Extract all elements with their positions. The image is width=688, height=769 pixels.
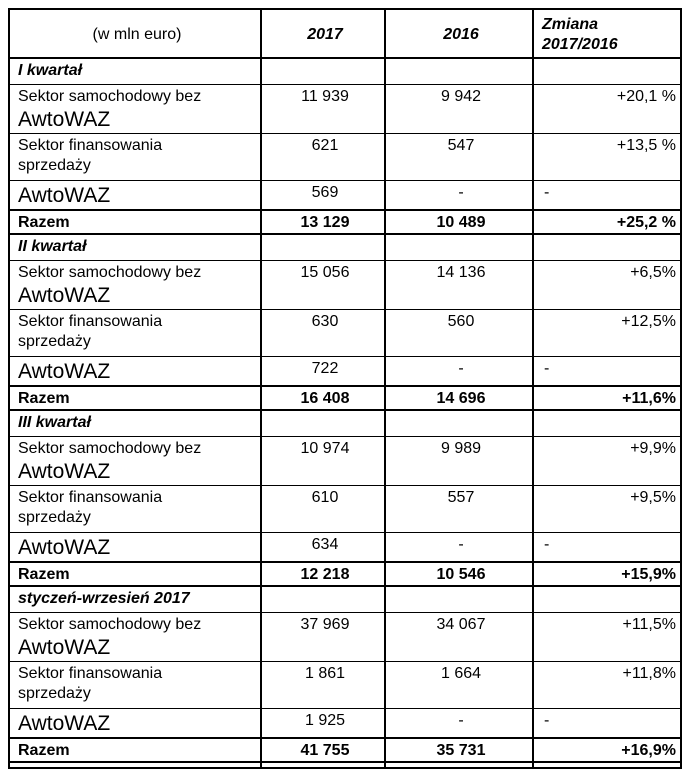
row-label: Sektor samochodowy bez AwtoWAZ — [9, 260, 261, 309]
change-header-line1: Zmiana — [542, 15, 599, 33]
value-2016: 1 664 — [385, 661, 533, 708]
total-label: Razem — [9, 210, 261, 234]
total-2017: 41 755 — [261, 738, 385, 762]
total-2016: 10 546 — [385, 562, 533, 586]
empty-cell — [533, 762, 681, 768]
value-2016: 9 942 — [385, 84, 533, 133]
total-2016: 14 696 — [385, 386, 533, 410]
total-change: +25,2 % — [533, 210, 681, 234]
value-2017: 11 939 — [261, 84, 385, 133]
total-2016: 35 731 — [385, 738, 533, 762]
bottom-filler-row — [9, 762, 681, 768]
row-label: Sektor samochodowy bez AwtoWAZ — [9, 612, 261, 661]
total-change: +15,9% — [533, 562, 681, 586]
section-header-row-ytd — [9, 586, 681, 612]
value-2016: - — [385, 180, 533, 210]
value-2017: 610 — [261, 485, 385, 532]
table-row-financing — [9, 309, 681, 356]
empty-cell — [385, 586, 533, 612]
table-row-financing — [9, 661, 681, 708]
section-title: styczeń-wrzesień 2017 — [9, 586, 261, 612]
total-change: +11,6% — [533, 386, 681, 410]
empty-cell — [385, 762, 533, 768]
value-2017: 37 969 — [261, 612, 385, 661]
row-label: Sektor finansowania sprzedaży — [9, 661, 261, 708]
empty-cell — [533, 586, 681, 612]
value-2017: 10 974 — [261, 436, 385, 485]
total-row-q1 — [9, 210, 681, 234]
total-2017: 16 408 — [261, 386, 385, 410]
change-header-line2: 2017/2016 — [542, 35, 618, 53]
value-2016: - — [385, 708, 533, 738]
row-label: AwtoWAZ — [9, 708, 261, 738]
row-label: AwtoWAZ — [9, 180, 261, 210]
section-title: II kwartał — [9, 234, 261, 260]
value-2017: 634 — [261, 532, 385, 562]
row-label: Sektor samochodowy bez AwtoWAZ — [9, 84, 261, 133]
row-label: AwtoWAZ — [9, 356, 261, 386]
revenue-table — [8, 8, 682, 769]
value-change: +12,5% — [533, 309, 681, 356]
value-change: - — [533, 708, 681, 738]
section-header-row-q2 — [9, 234, 681, 260]
value-change: +9,5% — [533, 485, 681, 532]
empty-cell — [261, 586, 385, 612]
table-row-automotive — [9, 436, 681, 485]
value-2016: 14 136 — [385, 260, 533, 309]
change-header-cell — [533, 9, 681, 58]
total-row-q2 — [9, 386, 681, 410]
value-2016: 34 067 — [385, 612, 533, 661]
row-label: Sektor finansowania sprzedaży — [9, 485, 261, 532]
year-2017-header-cell: 2017 — [261, 9, 385, 58]
value-change: +9,9% — [533, 436, 681, 485]
empty-cell — [533, 234, 681, 260]
table-row-avtovaz — [9, 180, 681, 210]
section-header-row-q3 — [9, 410, 681, 436]
table-row-automotive — [9, 84, 681, 133]
value-2016: - — [385, 356, 533, 386]
empty-cell — [385, 58, 533, 84]
total-label: Razem — [9, 386, 261, 410]
empty-cell — [385, 410, 533, 436]
table-row-financing — [9, 485, 681, 532]
table-header-row — [9, 9, 681, 58]
value-change: - — [533, 180, 681, 210]
value-change: +11,5% — [533, 612, 681, 661]
value-change: - — [533, 356, 681, 386]
unit-header-cell: (w mln euro) — [9, 9, 261, 58]
row-label: Sektor samochodowy bez AwtoWAZ — [9, 436, 261, 485]
section-header-row-q1 — [9, 58, 681, 84]
table-row-avtovaz — [9, 356, 681, 386]
value-2017: 722 — [261, 356, 385, 386]
row-label: Sektor finansowania sprzedaży — [9, 133, 261, 180]
value-2016: 557 — [385, 485, 533, 532]
value-2017: 1 925 — [261, 708, 385, 738]
empty-cell — [261, 762, 385, 768]
table-row-avtovaz — [9, 532, 681, 562]
value-2016: 9 989 — [385, 436, 533, 485]
empty-cell — [533, 58, 681, 84]
value-change: +6,5% — [533, 260, 681, 309]
value-2017: 15 056 — [261, 260, 385, 309]
total-row-ytd — [9, 738, 681, 762]
empty-cell — [385, 234, 533, 260]
total-2016: 10 489 — [385, 210, 533, 234]
value-2016: 560 — [385, 309, 533, 356]
table-row-automotive — [9, 260, 681, 309]
total-change: +16,9% — [533, 738, 681, 762]
empty-cell — [261, 234, 385, 260]
row-label: Sektor finansowania sprzedaży — [9, 309, 261, 356]
value-change: +20,1 % — [533, 84, 681, 133]
section-title: III kwartał — [9, 410, 261, 436]
value-2017: 569 — [261, 180, 385, 210]
total-row-q3 — [9, 562, 681, 586]
value-change: +13,5 % — [533, 133, 681, 180]
value-2016: 547 — [385, 133, 533, 180]
total-2017: 13 129 — [261, 210, 385, 234]
year-2016-header-cell: 2016 — [385, 9, 533, 58]
empty-cell — [261, 410, 385, 436]
table-row-avtovaz — [9, 708, 681, 738]
value-2017: 1 861 — [261, 661, 385, 708]
empty-cell — [9, 762, 261, 768]
value-change: - — [533, 532, 681, 562]
section-title: I kwartał — [9, 58, 261, 84]
table-row-automotive — [9, 612, 681, 661]
value-2017: 630 — [261, 309, 385, 356]
row-label: AwtoWAZ — [9, 532, 261, 562]
empty-cell — [261, 58, 385, 84]
total-label: Razem — [9, 562, 261, 586]
value-2017: 621 — [261, 133, 385, 180]
empty-cell — [533, 410, 681, 436]
total-2017: 12 218 — [261, 562, 385, 586]
value-2016: - — [385, 532, 533, 562]
table-row-financing — [9, 133, 681, 180]
total-label: Razem — [9, 738, 261, 762]
value-change: +11,8% — [533, 661, 681, 708]
